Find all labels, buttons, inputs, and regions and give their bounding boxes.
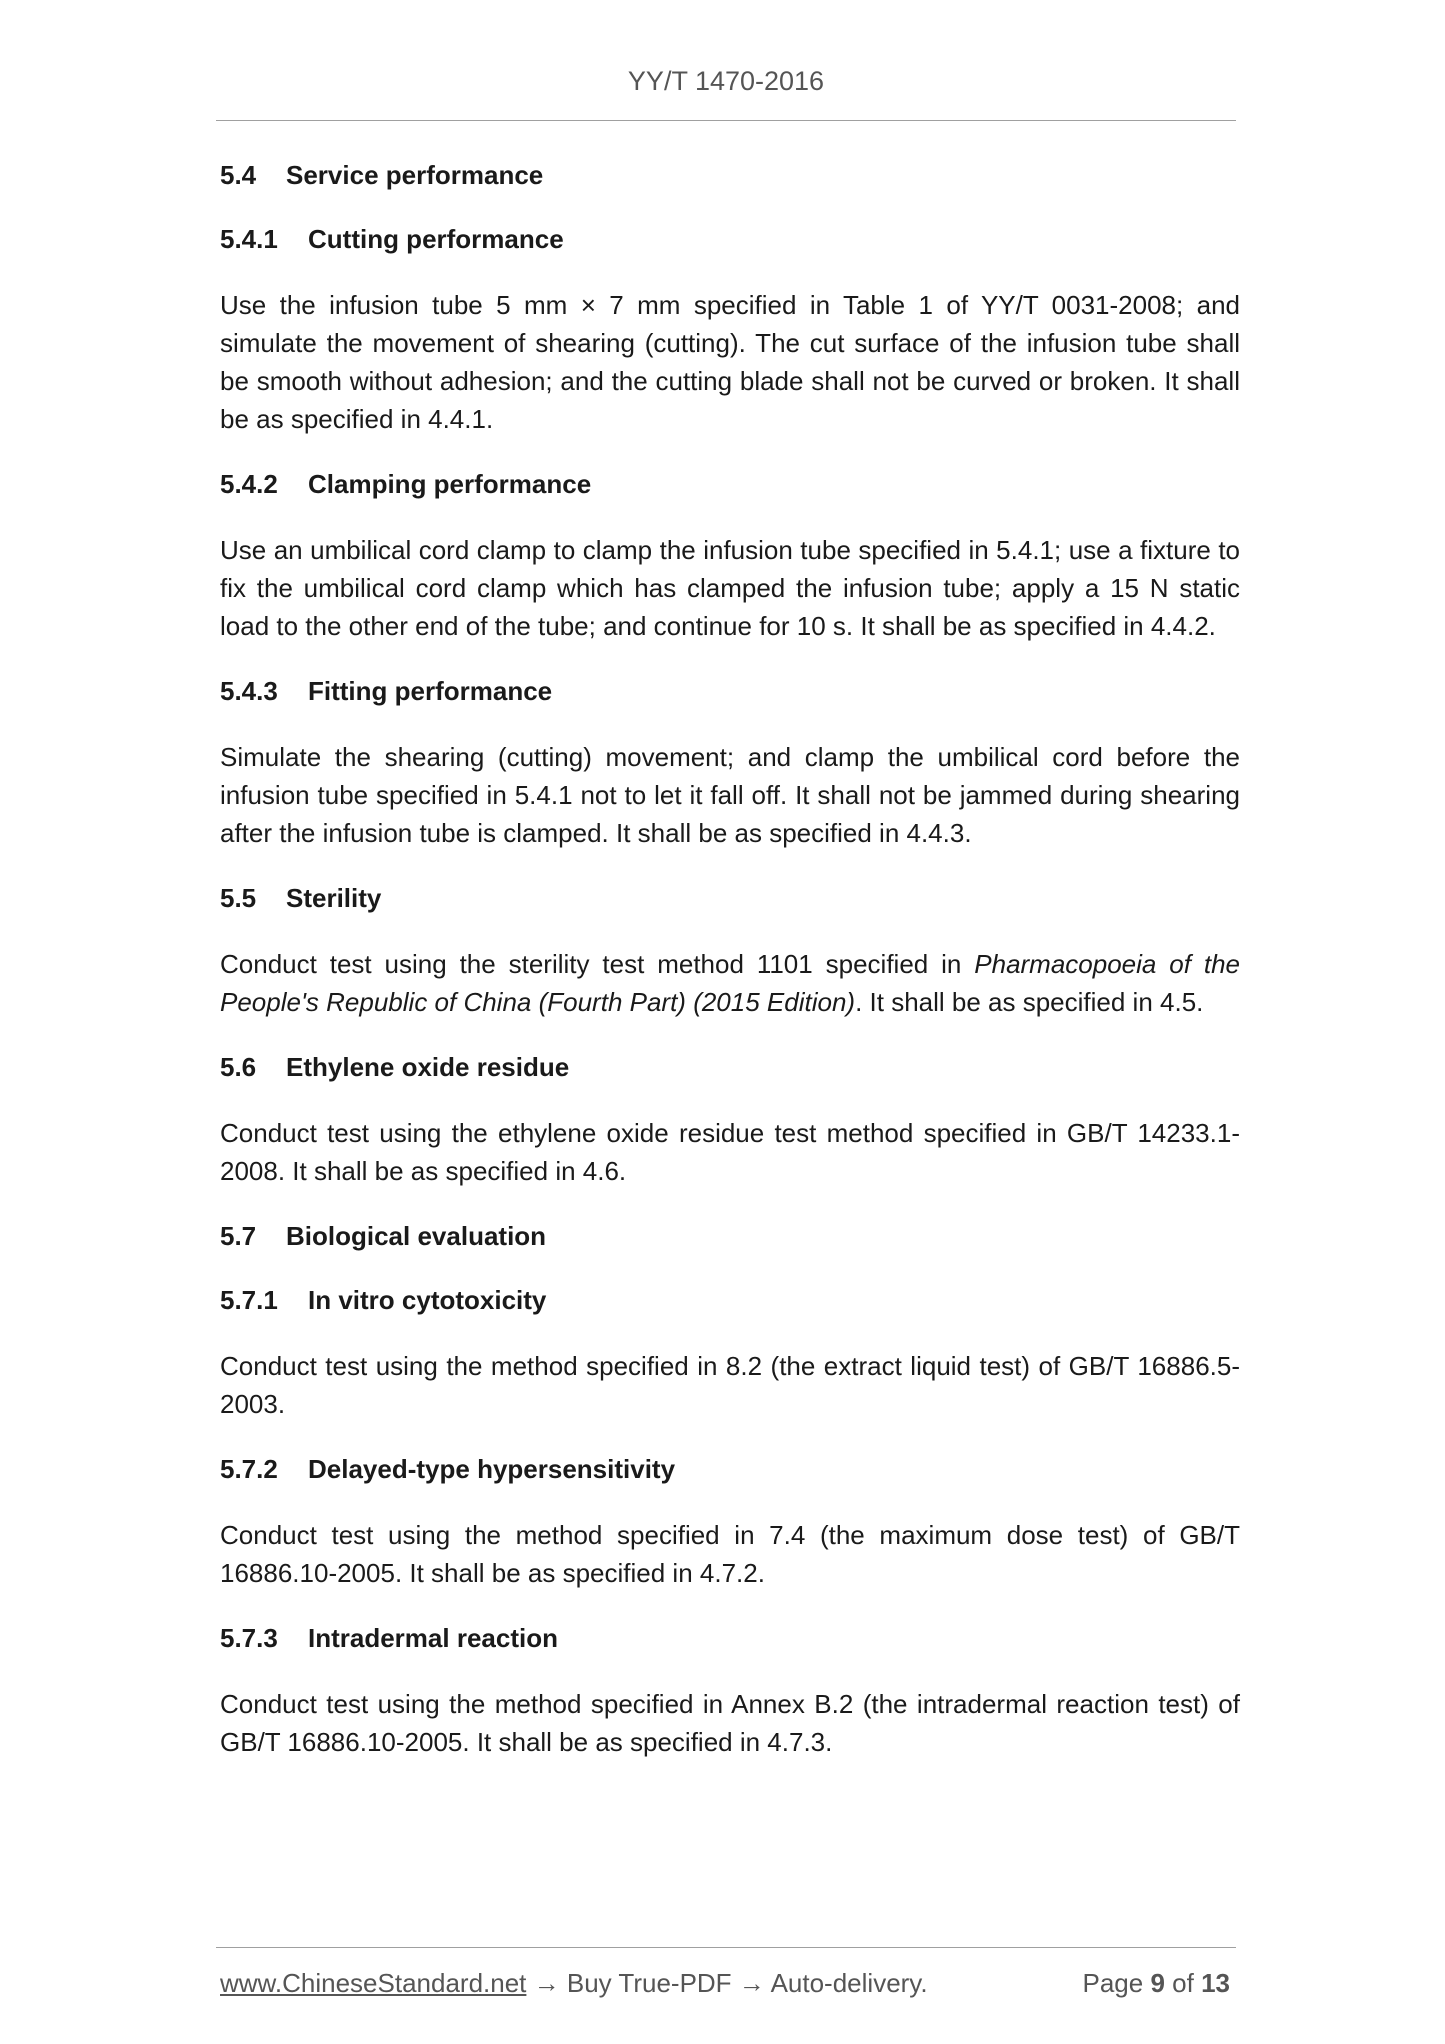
page-indicator (1082, 1968, 1230, 1999)
heading-title: Clamping performance (308, 469, 592, 499)
section-heading (220, 158, 1240, 192)
footer-promo (220, 1968, 928, 1999)
heading-title: Service performance (286, 160, 544, 190)
heading-number: 5.7 (220, 1221, 257, 1251)
body-paragraph: Use the infusion tube 5 mm × 7 mm specified in Table 1 of YY/T 0031-2008; and simulate the movement of shearing (cutting). The cut surface of the infusion tube shall be smooth without adhesion; and the cutting blade shall not be curved or broken. It shall be as specified in 4.4.1. (220, 290, 1240, 434)
subsection-heading (220, 467, 1240, 501)
body-paragraph: Conduct test using the method specified in 7.4 (the maximum dose test) of GB/T 16886.10-2005. It shall be as specified in 4.7.2. (220, 1520, 1240, 1588)
heading-title: Fitting performance (308, 676, 553, 706)
paragraph-text: . It shall be as specified in 4.5. (855, 987, 1204, 1017)
section-heading (220, 1219, 1240, 1253)
subsection-heading (220, 674, 1240, 708)
body-paragraph: Conduct test using the method specified in Annex B.2 (the intradermal reaction test) of GB/T 16886.10-2005. It shall be as specified in 4.7.3. (220, 1689, 1240, 1757)
page-total: 13 (1201, 1968, 1230, 1998)
footer-divider (216, 1947, 1236, 1948)
heading-number: 5.5 (220, 883, 257, 913)
heading-title: Biological evaluation (286, 1221, 547, 1251)
subsection-heading (220, 222, 1240, 256)
body-paragraph: Conduct test using the method specified in 8.2 (the extract liquid test) of GB/T 16886.5-2003. (220, 1351, 1240, 1419)
subsection-heading (220, 1283, 1240, 1317)
paragraph-text: Conduct test using the sterility test method 1101 specified in (220, 949, 975, 979)
page-label: Page (1082, 1968, 1144, 1998)
footer-tagline: → Buy True-PDF → Auto-delivery. (526, 1968, 928, 1998)
heading-number: 5.6 (220, 1052, 257, 1082)
heading-title: In vitro cytotoxicity (308, 1285, 547, 1315)
chinesestandard-link[interactable]: www.ChineseStandard.net (220, 1968, 527, 1998)
subsection-heading (220, 1452, 1240, 1486)
heading-title: Intradermal reaction (308, 1623, 558, 1653)
reference-title: Pharmacopoeia of the People's Republic of China (Fourth Part) (2015 Edition) (220, 949, 1240, 1017)
body-paragraph: Use an umbilical cord clamp to clamp the infusion tube specified in 5.4.1; use a fixture to fix the umbilical cord clamp which has clamped the infusion tube; apply a 15 N static load to the other end of the tube; and continue for 10 s. It shall be as specified in 4.4.2. (220, 535, 1240, 641)
document-body (220, 158, 1240, 1790)
body-paragraph: Conduct test using the ethylene oxide residue test method specified in GB/T 14233.1-2008. It shall be as specified in 4.6. (220, 1118, 1240, 1186)
page-current: 9 (1150, 1968, 1165, 1998)
section-heading (220, 881, 1240, 915)
heading-title: Cutting performance (308, 224, 564, 254)
subsection-heading (220, 1621, 1240, 1655)
heading-title: Ethylene oxide residue (286, 1052, 570, 1082)
heading-number: 5.4.1 (220, 224, 278, 254)
heading-number: 5.7.2 (220, 1454, 278, 1484)
page-footer (220, 1968, 1230, 2008)
heading-number: 5.4.2 (220, 469, 278, 499)
heading-title: Delayed-type hypersensitivity (308, 1454, 676, 1484)
of-label: of (1172, 1968, 1194, 1998)
heading-number: 5.7.1 (220, 1285, 278, 1315)
body-paragraph: Simulate the shearing (cutting) movement; and clamp the umbilical cord before the infusion tube specified in 5.4.1 not to let it fall off. It shall not be jammed during shearing after the infusion tube is clamped. It shall be as specified in 4.4.3. (220, 742, 1240, 848)
section-heading (220, 1050, 1240, 1084)
header-divider (216, 120, 1236, 121)
heading-number: 5.7.3 (220, 1623, 278, 1653)
document-code-header: YY/T 1470-2016 (627, 66, 825, 96)
heading-number: 5.4.3 (220, 676, 278, 706)
heading-title: Sterility (286, 883, 382, 913)
heading-number: 5.4 (220, 160, 257, 190)
body-paragraph (220, 945, 1240, 1021)
